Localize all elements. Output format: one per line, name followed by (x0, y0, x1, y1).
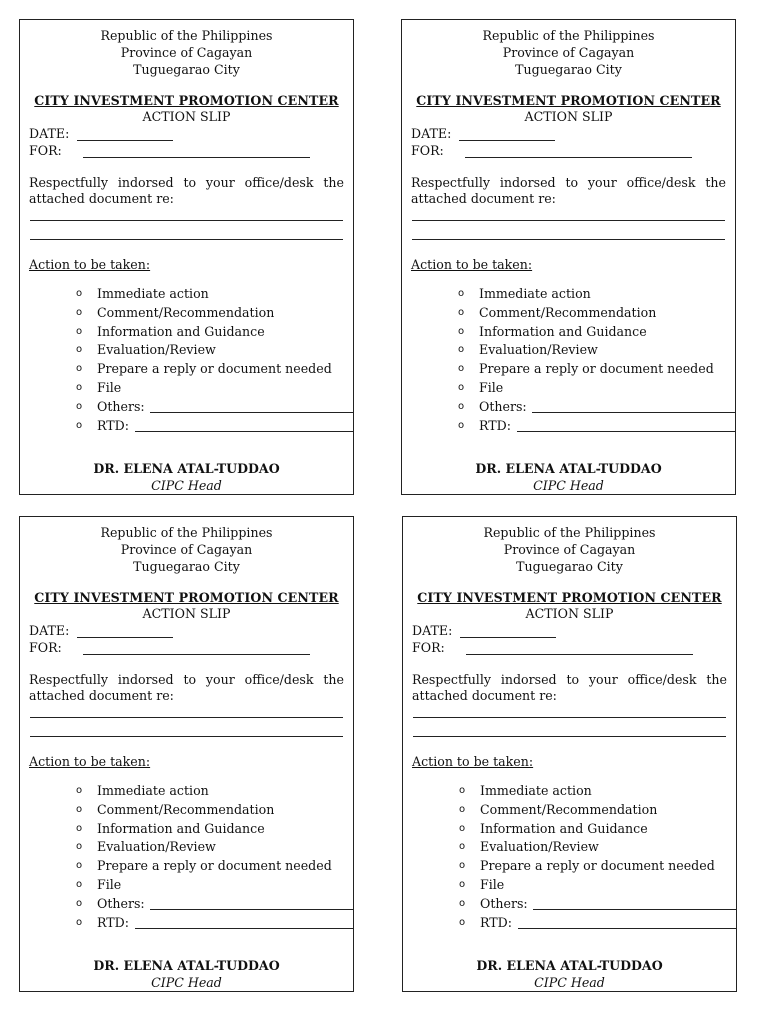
action-heading: Action to be taken: (411, 257, 533, 272)
header-province: Province of Cagayan (120, 45, 253, 60)
date-label: DATE: (412, 623, 453, 638)
signer-name: DR. ELENA ATAL-TUDDAO (476, 958, 663, 973)
action-item[interactable] (403, 821, 736, 840)
circle-bullet-icon: o (459, 878, 466, 890)
circle-bullet-icon: o (458, 400, 465, 412)
document-blank-line[interactable] (413, 717, 726, 718)
signer-title: CIPC Head (534, 975, 605, 990)
circle-bullet-icon: o (459, 916, 466, 928)
indorse-text: Respectfully indorsed to your office/desk the attached document re: (411, 175, 726, 206)
signer-title: CIPC Head (151, 478, 222, 493)
action-label: Others: (480, 895, 528, 911)
circle-bullet-icon: o (76, 363, 83, 375)
action-label: RTD: (97, 914, 130, 930)
action-item[interactable] (403, 802, 736, 821)
action-label: Evaluation/Review (97, 839, 216, 855)
rtd-blank-line[interactable] (518, 928, 737, 929)
rtd-blank-line[interactable] (135, 431, 354, 432)
action-label: Evaluation/Review (97, 342, 216, 358)
action-label: File (479, 379, 504, 395)
action-label: Information and Guidance (480, 820, 648, 836)
circle-bullet-icon: o (459, 860, 466, 872)
circle-bullet-icon: o (76, 822, 83, 834)
action-item[interactable] (20, 821, 353, 840)
action-item[interactable] (402, 324, 735, 343)
action-label: Prepare a reply or document needed (97, 858, 332, 874)
header-country: Republic of the Philippines (100, 525, 273, 540)
action-heading: Action to be taken: (412, 754, 534, 769)
date-field[interactable] (412, 623, 452, 639)
action-item-others[interactable] (402, 399, 735, 418)
action-item[interactable] (403, 858, 736, 877)
action-item[interactable] (20, 858, 353, 877)
header-country: Republic of the Philippines (100, 28, 273, 43)
circle-bullet-icon: o (458, 363, 465, 375)
for-blank-line[interactable] (466, 654, 693, 655)
header-country: Republic of the Philippines (483, 525, 656, 540)
action-slip (402, 516, 737, 992)
action-item[interactable] (20, 305, 353, 324)
action-label: File (97, 876, 122, 892)
date-field[interactable] (411, 126, 451, 142)
circle-bullet-icon: o (458, 306, 465, 318)
date-blank-line[interactable] (459, 140, 555, 141)
for-blank-line[interactable] (83, 654, 310, 655)
signer-title: CIPC Head (533, 478, 604, 493)
date-label: DATE: (29, 126, 70, 141)
date-label: DATE: (411, 126, 452, 141)
action-item[interactable] (402, 286, 735, 305)
slip-title: ACTION SLIP (142, 109, 231, 124)
action-item[interactable] (20, 342, 353, 361)
circle-bullet-icon: o (76, 841, 83, 853)
action-list (403, 783, 736, 933)
signer-name: DR. ELENA ATAL-TUDDAO (475, 461, 662, 476)
circle-bullet-icon: o (76, 878, 83, 890)
action-item[interactable] (20, 802, 353, 821)
action-label: Information and Guidance (97, 323, 265, 339)
circle-bullet-icon: o (76, 860, 83, 872)
action-item[interactable] (20, 286, 353, 305)
action-label: Comment/Recommendation (480, 801, 658, 817)
action-slip (401, 19, 736, 495)
action-item[interactable] (402, 342, 735, 361)
slip-title: ACTION SLIP (524, 109, 613, 124)
circle-bullet-icon: o (76, 803, 83, 815)
circle-bullet-icon: o (458, 325, 465, 337)
action-label: RTD: (479, 417, 512, 433)
circle-bullet-icon: o (458, 419, 465, 431)
action-item[interactable] (20, 324, 353, 343)
action-label: RTD: (97, 417, 130, 433)
header-country: Republic of the Philippines (482, 28, 655, 43)
circle-bullet-icon: o (459, 785, 466, 796)
signer-title: CIPC Head (151, 975, 222, 990)
action-label: Prepare a reply or document needed (97, 361, 332, 377)
office-name: CITY INVESTMENT PROMOTION CENTER (417, 590, 722, 605)
action-item[interactable] (20, 877, 353, 896)
circle-bullet-icon: o (76, 306, 83, 318)
for-field[interactable] (29, 143, 62, 159)
header-province: Province of Cagayan (503, 542, 636, 557)
for-field[interactable] (29, 640, 62, 656)
circle-bullet-icon: o (76, 785, 83, 796)
action-item-others[interactable] (20, 896, 353, 915)
action-list (20, 286, 353, 436)
action-label: Comment/Recommendation (479, 304, 657, 320)
for-label: FOR: (29, 640, 62, 655)
signer-name: DR. ELENA ATAL-TUDDAO (93, 461, 280, 476)
indorse-text: Respectfully indorsed to your office/desk the attached document re: (29, 672, 344, 703)
action-item-rtd[interactable] (402, 418, 735, 437)
action-label: Comment/Recommendation (97, 801, 275, 817)
action-slip (19, 516, 354, 992)
slip-title: ACTION SLIP (142, 606, 231, 621)
action-label: Immediate action (97, 783, 209, 798)
indorse-text: Respectfully indorsed to your office/desk the attached document re: (412, 672, 727, 703)
action-label: File (480, 876, 505, 892)
others-blank-line[interactable] (150, 412, 354, 413)
date-blank-line[interactable] (460, 637, 556, 638)
action-item[interactable] (20, 380, 353, 399)
action-label: Prepare a reply or document needed (479, 361, 714, 377)
action-item[interactable] (20, 839, 353, 858)
date-blank-line[interactable] (77, 637, 173, 638)
action-slip (19, 19, 354, 495)
action-item[interactable] (403, 783, 736, 802)
action-item-rtd[interactable] (20, 418, 353, 437)
header-city: Tuguegarao City (516, 559, 623, 574)
circle-bullet-icon: o (76, 344, 83, 356)
header-city: Tuguegarao City (133, 62, 240, 77)
action-label: Information and Guidance (97, 820, 265, 836)
slip-title: ACTION SLIP (525, 606, 614, 621)
date-label: DATE: (29, 623, 70, 638)
action-label: File (97, 379, 122, 395)
action-label: Immediate action (480, 783, 592, 798)
document-blank-line[interactable] (30, 717, 343, 718)
date-field[interactable] (29, 126, 69, 142)
for-field[interactable] (412, 640, 445, 656)
circle-bullet-icon: o (76, 916, 83, 928)
action-label: Others: (97, 398, 145, 414)
others-blank-line[interactable] (532, 412, 736, 413)
circle-bullet-icon: o (76, 288, 83, 299)
action-item[interactable] (402, 361, 735, 380)
circle-bullet-icon: o (76, 325, 83, 337)
document-blank-line[interactable] (30, 220, 343, 221)
document-blank-line[interactable] (412, 239, 725, 240)
circle-bullet-icon: o (76, 897, 83, 909)
action-list (402, 286, 735, 436)
indorse-text: Respectfully indorsed to your office/desk the attached document re: (29, 175, 344, 206)
for-label: FOR: (412, 640, 445, 655)
rtd-blank-line[interactable] (517, 431, 736, 432)
action-item-rtd[interactable] (403, 915, 736, 934)
office-name: CITY INVESTMENT PROMOTION CENTER (416, 93, 721, 108)
circle-bullet-icon: o (458, 381, 465, 393)
header-province: Province of Cagayan (502, 45, 635, 60)
circle-bullet-icon: o (458, 288, 465, 299)
for-blank-line[interactable] (83, 157, 310, 158)
circle-bullet-icon: o (459, 897, 466, 909)
circle-bullet-icon: o (459, 841, 466, 853)
circle-bullet-icon: o (76, 381, 83, 393)
office-name: CITY INVESTMENT PROMOTION CENTER (34, 93, 339, 108)
action-label: RTD: (480, 914, 513, 930)
action-item-others[interactable] (403, 896, 736, 915)
action-heading: Action to be taken: (29, 257, 151, 272)
action-item-others[interactable] (20, 399, 353, 418)
action-label: Evaluation/Review (480, 839, 599, 855)
action-label: Prepare a reply or document needed (480, 858, 715, 874)
action-item[interactable] (403, 877, 736, 896)
document-blank-line[interactable] (412, 220, 725, 221)
document-blank-line[interactable] (30, 239, 343, 240)
circle-bullet-icon: o (458, 344, 465, 356)
action-label: Others: (97, 895, 145, 911)
document-blank-line[interactable] (30, 736, 343, 737)
date-blank-line[interactable] (77, 140, 173, 141)
action-label: Comment/Recommendation (97, 304, 275, 320)
action-item[interactable] (402, 380, 735, 399)
action-label: Evaluation/Review (479, 342, 598, 358)
others-blank-line[interactable] (150, 909, 354, 910)
document-blank-line[interactable] (413, 736, 726, 737)
header-city: Tuguegarao City (515, 62, 622, 77)
office-name: CITY INVESTMENT PROMOTION CENTER (34, 590, 339, 605)
action-item-rtd[interactable] (20, 915, 353, 934)
action-list (20, 783, 353, 933)
signer-name: DR. ELENA ATAL-TUDDAO (93, 958, 280, 973)
for-field[interactable] (411, 143, 444, 159)
for-blank-line[interactable] (465, 157, 692, 158)
action-label: Immediate action (479, 286, 591, 301)
circle-bullet-icon: o (459, 803, 466, 815)
circle-bullet-icon: o (459, 822, 466, 834)
header-province: Province of Cagayan (120, 542, 253, 557)
circle-bullet-icon: o (76, 419, 83, 431)
action-item[interactable] (402, 305, 735, 324)
circle-bullet-icon: o (76, 400, 83, 412)
others-blank-line[interactable] (533, 909, 737, 910)
action-label: Immediate action (97, 286, 209, 301)
action-item[interactable] (403, 839, 736, 858)
action-item[interactable] (20, 361, 353, 380)
action-heading: Action to be taken: (29, 754, 151, 769)
header-city: Tuguegarao City (133, 559, 240, 574)
rtd-blank-line[interactable] (135, 928, 354, 929)
action-item[interactable] (20, 783, 353, 802)
for-label: FOR: (411, 143, 444, 158)
action-label: Others: (479, 398, 527, 414)
for-label: FOR: (29, 143, 62, 158)
action-label: Information and Guidance (479, 323, 647, 339)
date-field[interactable] (29, 623, 69, 639)
